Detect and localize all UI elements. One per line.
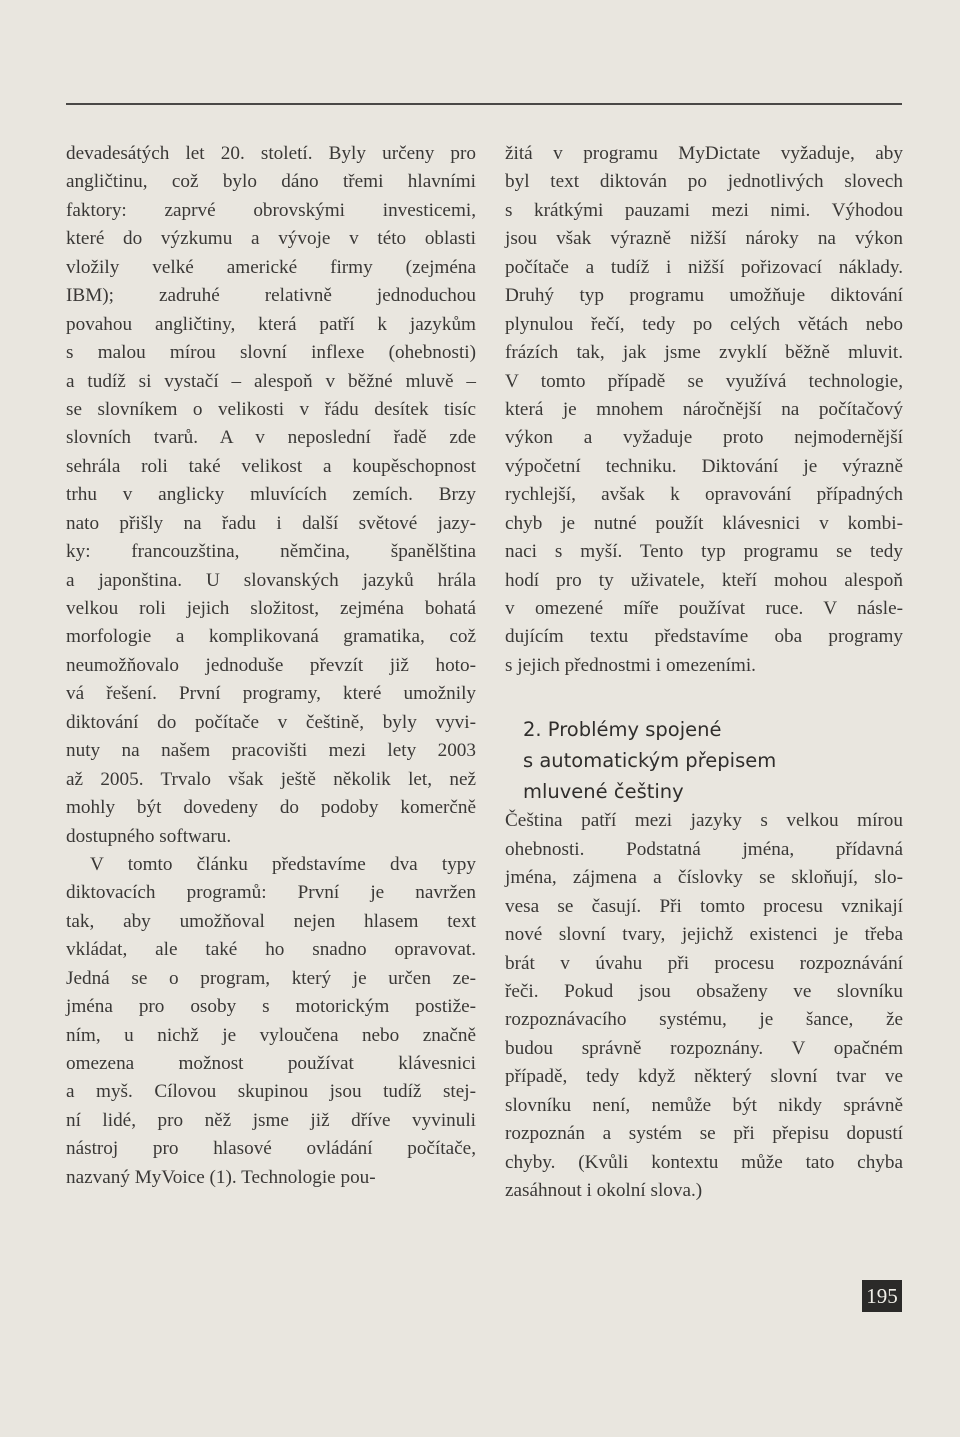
heading-line: s automatickým přepisem: [523, 749, 777, 773]
text-line: ky: francouzština, němčina, španělština: [66, 541, 476, 563]
text-line: v omezené míře používat ruce. V násle-: [505, 598, 903, 619]
text-line: vesa se časují. Při tomto procesu vznikají: [505, 895, 903, 917]
text-line: výpočetní techniku. Diktování je výrazně: [505, 455, 903, 477]
text-line: IBM); zadruhé relativně jednoduchou: [66, 285, 476, 307]
text-line: budou správně rozpoznány. V opačném: [505, 1037, 903, 1059]
right-column-section-text: [505, 807, 903, 1205]
text-line: frázích tak, jak jsme zvyklí běžně mluvit.: [505, 342, 903, 364]
text-line: počítače a tudíž i nižší pořizovací náklady.: [505, 256, 903, 278]
text-line: nové slovní tvary, jejichž existenci je třeba: [505, 924, 903, 946]
text-line: V tomto článku představíme dva typy: [90, 853, 476, 875]
text-line: omezena možnost používat klávesnici: [66, 1053, 476, 1074]
text-line: nazvaný MyVoice (1). Technologie pou-: [66, 1166, 376, 1188]
text-line: rychlejší, avšak k opravování případných: [505, 484, 903, 506]
text-line: devadesátých let 20. století. Byly určeny pro: [66, 143, 476, 164]
section-heading: [505, 714, 903, 807]
text-line: které do výzkumu a vývoje v této oblasti: [66, 228, 476, 250]
text-line: slovních tvarů. A v neposlední řadě zde: [66, 427, 476, 449]
text-line: rozpoznávacího systému, je šance, že: [505, 1009, 903, 1031]
text-line: se slovníkem o velikosti v řádu desítek tisíc: [66, 398, 476, 420]
heading-line: mluvené češtiny: [523, 780, 684, 804]
text-line: a myš. Cílovou skupinou jsou tudíž stej-: [66, 1081, 476, 1103]
text-line: neumožňovalo jednoduše převzít již hoto-: [66, 654, 476, 676]
text-line: vložily velké americké firmy (zejména: [66, 256, 476, 278]
text-line: ní lidé, pro něž jsme již dříve vyvinuli: [66, 1109, 476, 1131]
right-column-paragraph: [505, 140, 903, 680]
text-line: a tudíž si vystačí – alespoň v běžné mluvě –: [66, 370, 476, 392]
text-line: dostupného softwaru.: [66, 825, 232, 847]
text-line: slovníku není, nemůže být nikdy správně: [505, 1094, 903, 1116]
text-line: ním, u nichž je vyloučena nebo značně: [66, 1024, 476, 1046]
text-line: Druhý typ programu umožňuje diktování: [505, 285, 903, 307]
text-line: morfologie a komplikovaná gramatika, což: [66, 626, 476, 648]
text-line: s jejich přednostmi i omezeními.: [505, 654, 756, 676]
text-line: sehrála roli také velikost a koupěschopnost: [66, 455, 476, 477]
text-line: Čeština patří mezi jazyky s velkou mírou: [505, 810, 903, 832]
text-line: brát v úvahu při procesu rozpoznávání: [505, 952, 903, 974]
text-line: jsou však výrazně nižší nároky na výkon: [505, 228, 903, 250]
text-line: případě, tedy když některý slovní tvar ve: [505, 1066, 903, 1088]
text-line: výkon a vyžaduje proto nejmodernější: [505, 427, 903, 449]
text-line: naci s myší. Tento typ programu se tedy: [505, 541, 903, 563]
text-line: vkládat, ale také ho snadno opravovat.: [66, 939, 476, 961]
text-line: byl text diktován po jednotlivých slovech: [505, 171, 903, 193]
text-line: ohebnosti. Podstatná jména, přídavná: [505, 838, 903, 860]
text-line: V tomto případě se využívá technologie,: [505, 370, 903, 392]
text-line: hodí pro ty uživatele, kteří mohou alespoň: [505, 569, 903, 591]
text-line: chyby. (Kvůli kontextu může tato chyba: [505, 1151, 903, 1173]
right-column: [505, 140, 903, 1205]
left-column: [66, 140, 476, 1192]
text-line: faktory: zaprvé obrovskými investicemi,: [66, 199, 476, 221]
text-line: trhu v anglicky mluvících zemích. Brzy: [66, 484, 476, 506]
text-line: jména, zájmena a číslovky se skloňují, slo-: [505, 867, 903, 889]
text-line: zasáhnout i okolní slova.): [505, 1180, 703, 1201]
text-line: velkou roli jejich složitost, zejména bohatá: [66, 598, 476, 619]
text-line: dujícím textu představíme oba programy: [505, 626, 903, 648]
text-line: řeči. Pokud jsou obsaženy ve slovníku: [505, 980, 903, 1002]
text-line: s krátkými pauzami mezi nimi. Výhodou: [505, 199, 903, 221]
text-line: jména pro osoby s motorickým postiže-: [66, 996, 476, 1018]
text-line: rozpoznán a systém se při přepisu dopustí: [505, 1123, 903, 1145]
text-line: a japonština. U slovanských jazyků hrála: [66, 569, 476, 591]
heading-line: 2. Problémy spojené: [523, 718, 722, 742]
page-number: 195: [862, 1280, 902, 1312]
text-line: angličtinu, což bylo dáno třemi hlavními: [66, 171, 476, 193]
text-line: mohly být dovedeny do podoby komerčně: [66, 797, 476, 819]
text-line: nástroj pro hlasové ovládání počítače,: [66, 1138, 476, 1160]
header-rule: [66, 103, 902, 105]
text-line: nato přišly na řadu i další světové jazy-: [66, 512, 476, 534]
text-line: diktování do počítače v češtině, byly vyvi-: [66, 711, 476, 733]
text-line: vá řešení. První programy, které umožnily: [66, 683, 476, 705]
text-line: diktovacích programů: První je navržen: [66, 882, 476, 904]
text-line: povahou angličtiny, která patří k jazykům: [66, 313, 476, 335]
text-line: s malou mírou slovní inflexe (ohebnosti): [66, 342, 476, 364]
text-line: plynulou řečí, tedy po celých větách nebo: [505, 313, 903, 335]
text-line: nuty na našem pracovišti mezi lety 2003: [66, 740, 476, 762]
text-line: chyb je nutné použít klávesnici v kombi-: [505, 512, 903, 534]
text-line: až 2005. Trvalo však ještě několik let, než: [66, 768, 476, 790]
text-line: Jedná se o program, který je určen ze-: [66, 967, 476, 989]
text-line: žitá v programu MyDictate vyžaduje, aby: [505, 143, 903, 164]
text-line: která je mnohem náročnější na počítačový: [505, 398, 903, 420]
text-line: tak, aby umožňoval nejen hlasem text: [66, 910, 476, 932]
